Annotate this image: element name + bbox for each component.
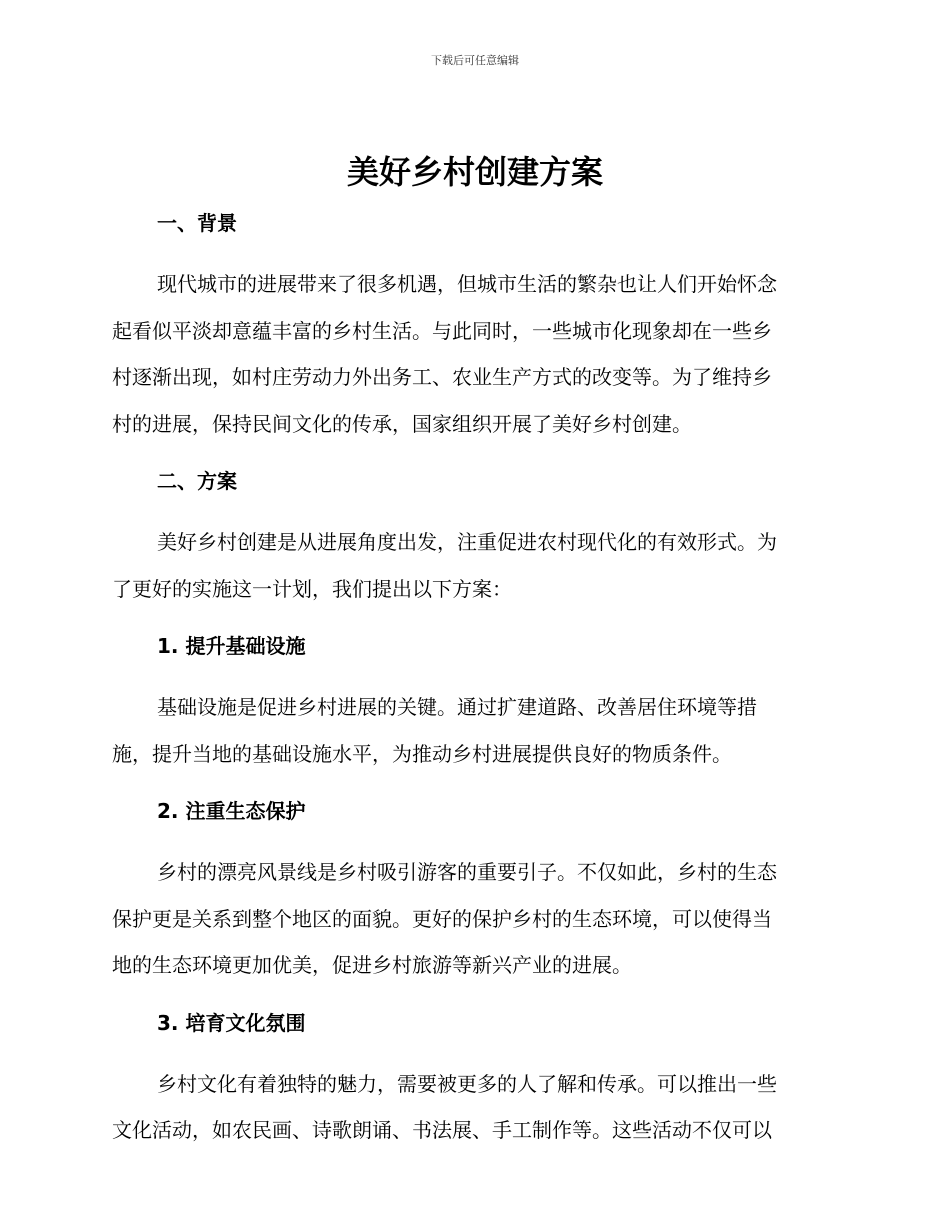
section-heading-background: 一、背景 [157,211,237,235]
item-heading-infrastructure: 1. 提升基础设施 [157,634,306,658]
paragraph-line: 施，提升当地的基础设施水平，为推动乡村进展提供良好的物质条件。 [112,741,732,766]
item-heading-ecology: 2. 注重生态保护 [157,799,306,823]
paragraph-line: 起看似平淡却意蕴丰富的乡村生活。与此同时，一些城市化现象却在一些乡 [112,318,772,343]
paragraph-line: 保护更是关系到整个地区的面貌。更好的保护乡村的生态环境，可以使得当 [112,906,772,931]
paragraph-line: 地的生态环境更加优美，促进乡村旅游等新兴产业的进展。 [112,953,632,977]
paragraph-line: 现代城市的进展带来了很多机遇，但城市生活的繁杂也让人们开始怀念 [157,272,777,296]
paragraph-line: 乡村的漂亮风景线是乡村吸引游客的重要引子。不仅如此，乡村的生态 [157,860,777,884]
item-heading-culture: 3. 培育文化氛围 [157,1010,306,1035]
culture-paragraph [112,1061,832,1154]
infrastructure-paragraph [112,684,832,777]
paragraph-line: 了更好的实施这一计划，我们提出以下方案： [112,576,512,601]
plan-paragraph [112,519,832,612]
section-heading-plan: 二、方案 [157,469,237,493]
paragraph-line: 文化活动，如农民画、诗歌朗诵、书法展、手工制作等。这些活动不仅可以 [112,1118,772,1142]
paragraph-line: 村的进展，保持民间文化的传承，国家组织开展了美好乡村创建。 [112,411,692,436]
ecology-paragraph [112,849,832,989]
document-title: 美好乡村创建方案 [346,153,603,191]
background-paragraph [112,261,832,447]
paragraph-line: 乡村文化有着独特的魅力，需要被更多的人了解和传承。可以推出一些 [157,1071,777,1096]
paragraph-line: 村逐渐出现，如村庄劳动力外出务工、农业生产方式的改变等。为了维持乡 [112,365,772,389]
paragraph-line: 基础设施是促进乡村进展的关键。通过扩建道路、改善居住环境等措 [157,695,757,719]
paragraph-line: 美好乡村创建是从进展角度出发，注重促进农村现代化的有效形式。为 [157,530,777,554]
page-header-note: 下载后可任意编辑 [431,54,519,67]
document-body [112,203,832,1154]
